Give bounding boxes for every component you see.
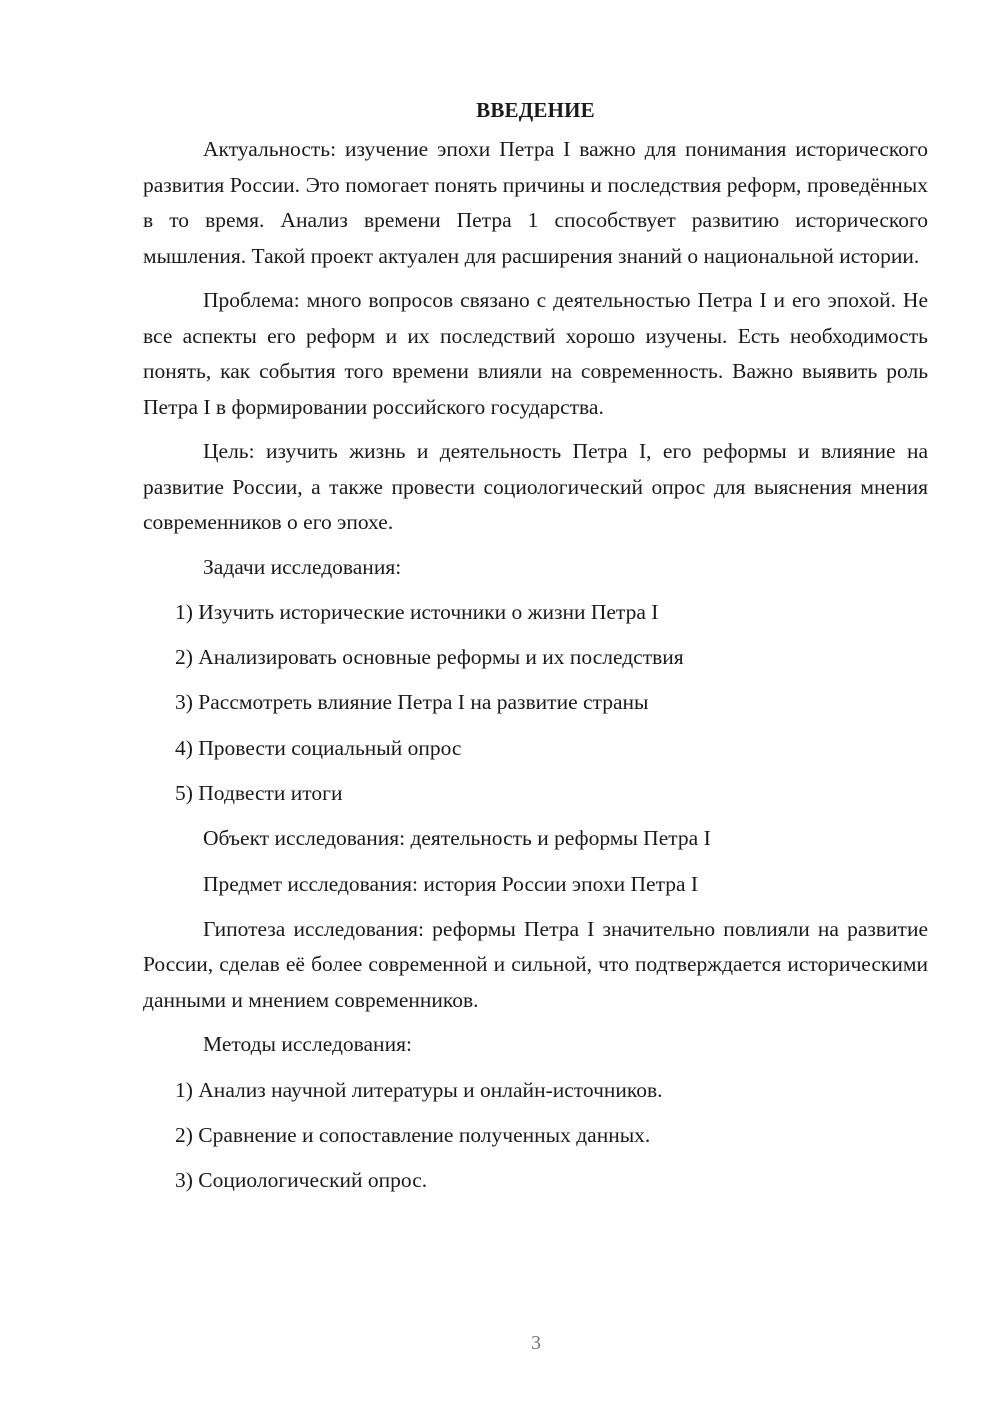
goal-paragraph: Цель: изучить жизнь и деятельность Петра I, его реформы и влияние на развитие России, а также провести социологический опрос для выяснения мнения современников о его эпохе. xyxy=(143,439,928,534)
list-item: 2) Сравнение и сопоставление полученных данных. xyxy=(175,1122,651,1147)
document-page xyxy=(143,92,928,1209)
hypothesis-paragraph: Гипотеза исследования: реформы Петра I значительно повлияли на развитие России, сделав её более современной и сильной, что подтверждается историческими данными и мнением современников. xyxy=(143,916,928,1012)
list-item: 5) Подвести итоги xyxy=(175,780,343,805)
tasks-label: Задачи исследования: xyxy=(203,554,402,579)
methods-label: Методы исследования: xyxy=(203,1032,412,1057)
problem-paragraph: Проблема: много вопросов связано с деятельностью Петра I и его эпохой. Не все аспекты его реформ и их последствий хорошо изучены. Есть необходимость понять, как события того времени влияли на современность. Важно выявить роль Петра I в формировании российского государства. xyxy=(143,288,928,419)
list-item: 3) Социологический опрос. xyxy=(175,1168,428,1193)
list-item: 1) Изучить исторические источники о жизни Петра I xyxy=(175,599,659,624)
page-number: 3 xyxy=(531,1332,541,1354)
list-item: 1) Анализ научной литературы и онлайн-источников. xyxy=(175,1077,663,1102)
list-item: 2) Анализировать основные реформы и их последствия xyxy=(175,645,684,670)
subject-line: Предмет исследования: история России эпохи Петра I xyxy=(203,871,699,896)
object-line: Объект исследования: деятельность и реформы Петра I xyxy=(203,826,711,851)
relevance-paragraph: Актуальность: изучение эпохи Петра I важно для понимания исторического развития России. Это помогает понять причины и последствия реформ, проведённых в то время. Анализ времени Петра 1 способствует развитию исторического мышления. Такой проект актуален для расширения знаний о национальной истории. xyxy=(143,137,928,268)
list-item: 4) Провести социальный опрос xyxy=(175,735,462,760)
page-title: ВВЕДЕНИЕ xyxy=(476,98,595,122)
list-item: 3) Рассмотреть влияние Петра I на развитие страны xyxy=(175,690,649,715)
